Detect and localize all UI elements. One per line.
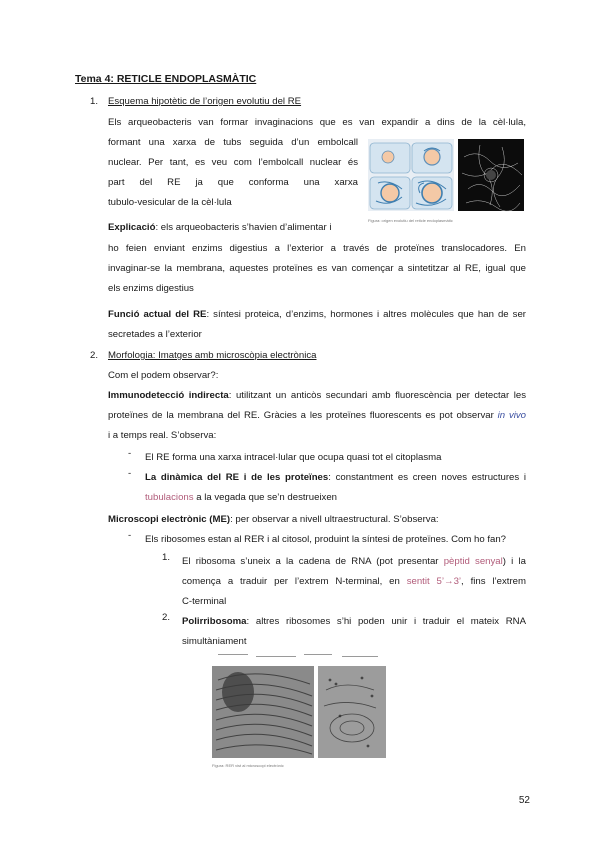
microscopy-figure: [212, 650, 388, 768]
evolution-diagram-image: [368, 137, 526, 215]
function-line-1: [108, 305, 526, 325]
para-line: part del RE ja que conforma una xarxa: [108, 177, 358, 188]
item-2-number: 2.: [162, 612, 171, 623]
polyribosome-label: Polirribosoma: [182, 616, 247, 627]
function-label: Funció actual del RE: [108, 309, 207, 320]
explanation-line: els enzims digestius: [108, 283, 194, 294]
item-1-text-d: , fins l’extrem: [461, 576, 526, 587]
bullet-dash: -: [128, 448, 132, 459]
bullet-1: El RE forma una xarxa intracel·lular que ocupa quasi tot el citoplasma: [145, 452, 442, 463]
electron-micrograph-image: [212, 650, 388, 760]
bullet-dash: -: [128, 530, 132, 541]
item-1: [182, 552, 526, 612]
dynamics-label: La dinàmica del RE i de les proteïnes: [145, 472, 329, 483]
item-1-line-1: [182, 552, 526, 572]
function-block: [108, 305, 526, 345]
item-1-number: 1.: [162, 552, 171, 563]
item-1-text-a: El ribosoma s’uneix a la cadena de RNA (pot presentar: [182, 556, 444, 567]
figure-2-caption: Figura: RER vist al microscopi electrònic: [212, 763, 284, 768]
immuno-label: Immunodetecció indirecta: [108, 390, 229, 401]
immuno-line-1: [108, 386, 526, 406]
section-1-paragraph-wrap: [108, 133, 358, 213]
immuno-text: : utilitzant un anticòs secundari amb fluorescència per detectar les: [228, 390, 526, 401]
immuno-line-2: [108, 406, 526, 426]
explanation-label: Explicació: [108, 222, 156, 233]
em-text: : per observar a nivell ultraestructural. S’observa:: [230, 514, 439, 525]
para-line: Els arqueobacteris van formar invaginacions que es van expandir a dins de la cèl·lula,: [108, 117, 526, 128]
item-2-line-2: simultàniament: [182, 636, 247, 647]
page-title: Tema 4: RETICLE ENDOPLASMÀTIC: [75, 73, 257, 85]
explanation-text: : els arqueobacteris s’havien d’alimentar i: [155, 222, 332, 233]
immuno-line-3: i a temps real. S’observa:: [108, 430, 217, 441]
explanation-line-1: [108, 218, 331, 238]
section-1-paragraph: [108, 113, 526, 133]
item-1-text-c: comença a traduir per l’extrem N-terminal, en: [182, 576, 407, 587]
item-1-line-3: C-terminal: [182, 596, 227, 607]
observe-question: Com el podem observar?:: [108, 370, 219, 381]
item-2-line-1: [182, 612, 526, 632]
section-2-number: 2.: [90, 350, 99, 361]
dynamics-text: : constantment es creen noves estructures i: [328, 472, 526, 483]
para-line: nuclear. Per tant, es veu com l’embolcall nuclear és: [108, 157, 358, 168]
immuno-block: [108, 386, 526, 446]
function-line-2: secretades a l’exterior: [108, 329, 202, 340]
em-line: [108, 510, 439, 530]
em-label: Microscopi electrònic (ME): [108, 514, 231, 525]
in-vivo-text: in vivo: [497, 410, 527, 421]
section-1-heading: Esquema hipotètic de l’origen evolutiu del RE: [108, 96, 302, 107]
explanation-line: invaginar-se la membrana, aquestes proteïnes es van començar a sintetitzar al RE, igual que: [108, 263, 526, 274]
explanation-line: ho feien enviant enzims digestius a l’exterior a través de proteïnes translocadores. En: [108, 243, 526, 254]
item-1-line-2: [182, 572, 526, 592]
bullet-dash: -: [128, 468, 132, 479]
item-2-text: : altres ribosomes s’hi poden unir i traduir el mateix RNA: [246, 616, 526, 627]
signal-peptide-text: pèptid senyal: [443, 556, 503, 567]
evolution-figure: [368, 137, 526, 223]
item-2: [182, 612, 526, 652]
section-1-number: 1.: [90, 96, 99, 107]
bullet-2: [145, 468, 526, 508]
page-number: 52: [518, 795, 530, 806]
immuno-text-2: proteïnes de la membrana del RE. Gràcies a les proteïnes fluorescents es pot observar: [108, 410, 498, 421]
para-line: formant una xarxa de tubs seguida d’un embolcall: [108, 137, 358, 148]
bullet-3: Els ribosomes estan al RER i al citosol, produint la síntesi de proteïnes. Com ho fan?: [145, 534, 507, 545]
dynamics-tail: a la vegada que se’n destrueixen: [193, 492, 338, 503]
section-2-heading: Morfologia: Imatges amb microscòpia electrònica: [108, 350, 317, 361]
function-text: : síntesi proteica, d’enzims, hormones i altres molècules que han de ser: [206, 309, 526, 320]
para-line: tubulo-vesicular de la cèl·lula: [108, 197, 232, 208]
explanation-block: [108, 239, 526, 299]
figure-1-caption: Figura: origen evolutiu del reticle endoplasmàtic: [368, 218, 453, 223]
bullet-2-line-2: [145, 488, 526, 508]
direction-text: sentit 5’→3’: [406, 576, 462, 587]
item-1-text-b: ) i la: [502, 556, 526, 567]
bullet-2-line-1: [145, 468, 526, 488]
tubulations-text: tubulacions: [145, 492, 194, 503]
